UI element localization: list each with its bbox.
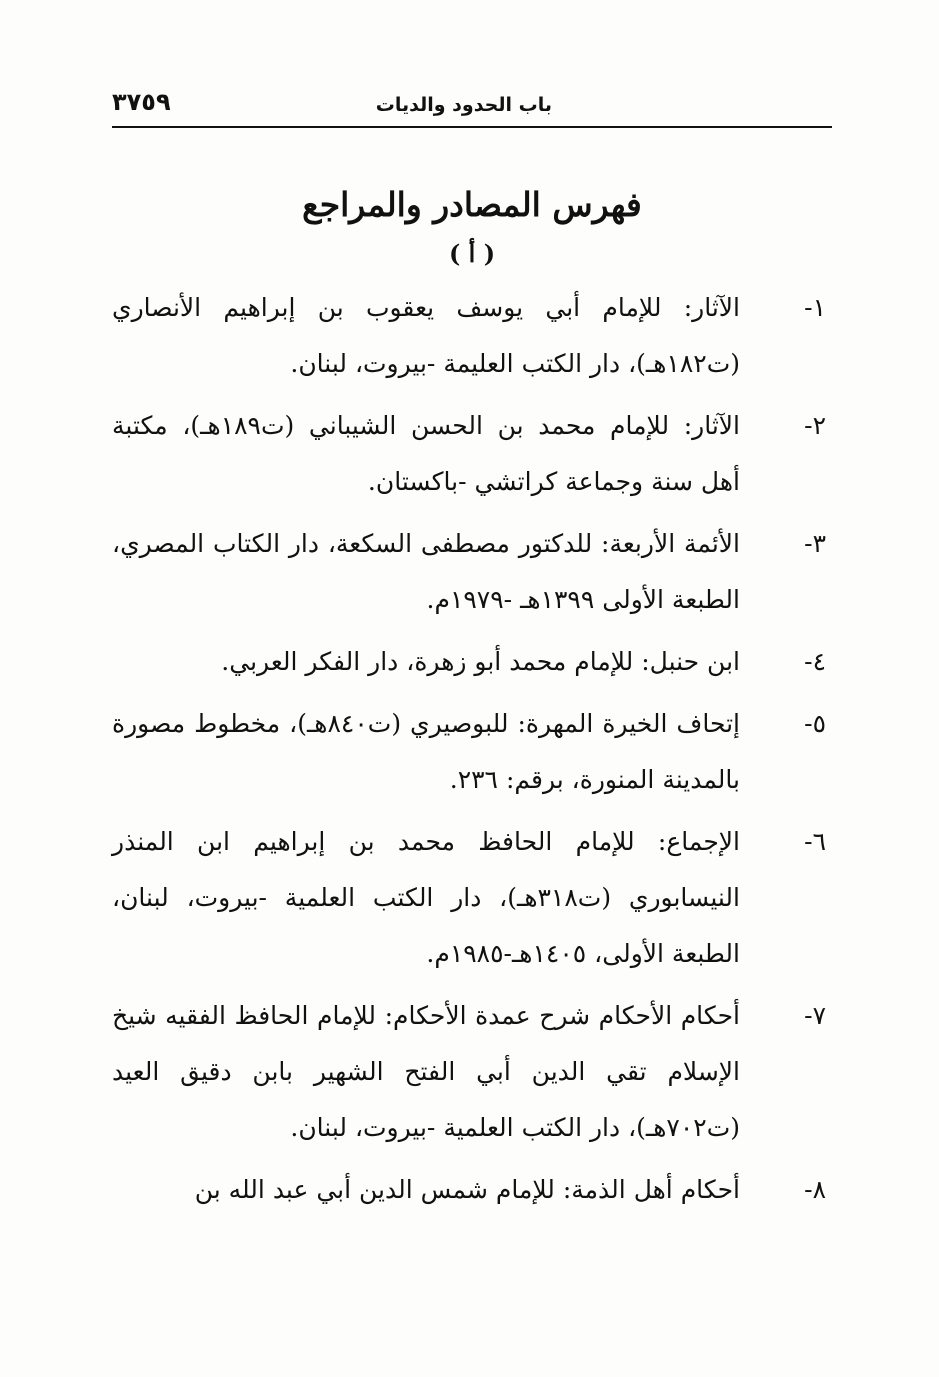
running-header (112, 86, 832, 128)
entry-text: الآثار: للإمام أبي يوسف يعقوب بن إبراهيم الأنصاري (ت١٨٢هـ)، دار الكتب العليمة -بيروت، لبنان. (112, 293, 740, 378)
entry-number: ٤- (804, 647, 826, 676)
section-title: فهرس المصادر والمراجع (302, 185, 642, 224)
entry-number: ٥- (804, 709, 826, 738)
reference-entry (112, 398, 832, 510)
reference-list (112, 280, 832, 1218)
reference-entry (112, 814, 832, 982)
entry-text: إتحاف الخيرة المهرة: للبوصيري (ت٨٤٠هـ)، مخطوط مصورة بالمدينة المنورة، برقم: ٢٣٦. (112, 709, 740, 794)
entry-text: الأئمة الأربعة: للدكتور مصطفى السكعة، دار الكتاب المصري، الطبعة الأولى ١٣٩٩هـ -١٩٧٩م. (112, 529, 740, 614)
reference-entry (112, 516, 832, 628)
entry-text: أحكام أهل الذمة: للإمام شمس الدين أبي عبد الله بن (194, 1175, 740, 1204)
reference-entry (112, 696, 832, 808)
entry-number: ٧- (804, 1001, 826, 1030)
reference-entry (112, 1162, 832, 1218)
entry-text: ابن حنبل: للإمام محمد أبو زهرة، دار الفكر العربي. (221, 647, 740, 676)
entry-number: ١- (804, 293, 826, 322)
entry-number: ٦- (804, 827, 826, 856)
entry-text: أحكام الأحكام شرح عمدة الأحكام: للإمام الحافظ الفقيه شيخ الإسلام تقي الدين أبي الفتح الشهير بابن دقيق العيد (ت٧٠٢هـ)، دار الكتب العلمية -بيروت، لبنان. (112, 1001, 740, 1142)
reference-entry (112, 988, 832, 1156)
entry-text: الآثار: للإمام محمد بن الحسن الشيباني (ت١٨٩هـ)، مكتبة أهل سنة وجماعة كراتشي -باكستان. (112, 411, 741, 496)
entry-number: ٣- (804, 529, 826, 558)
entry-text: الإجماع: للإمام الحافظ محمد بن إبراهيم ابن المنذر النيسابوري (ت٣١٨هـ)، دار الكتب العلمية -بيروت، لبنان، الطبعة الأولى، ١٤٠٥هـ-١٩٨٥م. (112, 827, 740, 968)
letter-heading: ( أ ) (448, 239, 496, 268)
header-title: باب الحدود والديات (375, 94, 552, 116)
reference-entry (112, 280, 832, 392)
reference-entry (112, 634, 832, 690)
page-number: ٣٧٥٩ (112, 88, 171, 116)
document-page (112, 86, 832, 1346)
entry-number: ٨- (804, 1175, 826, 1204)
entry-number: ٢- (804, 411, 826, 440)
